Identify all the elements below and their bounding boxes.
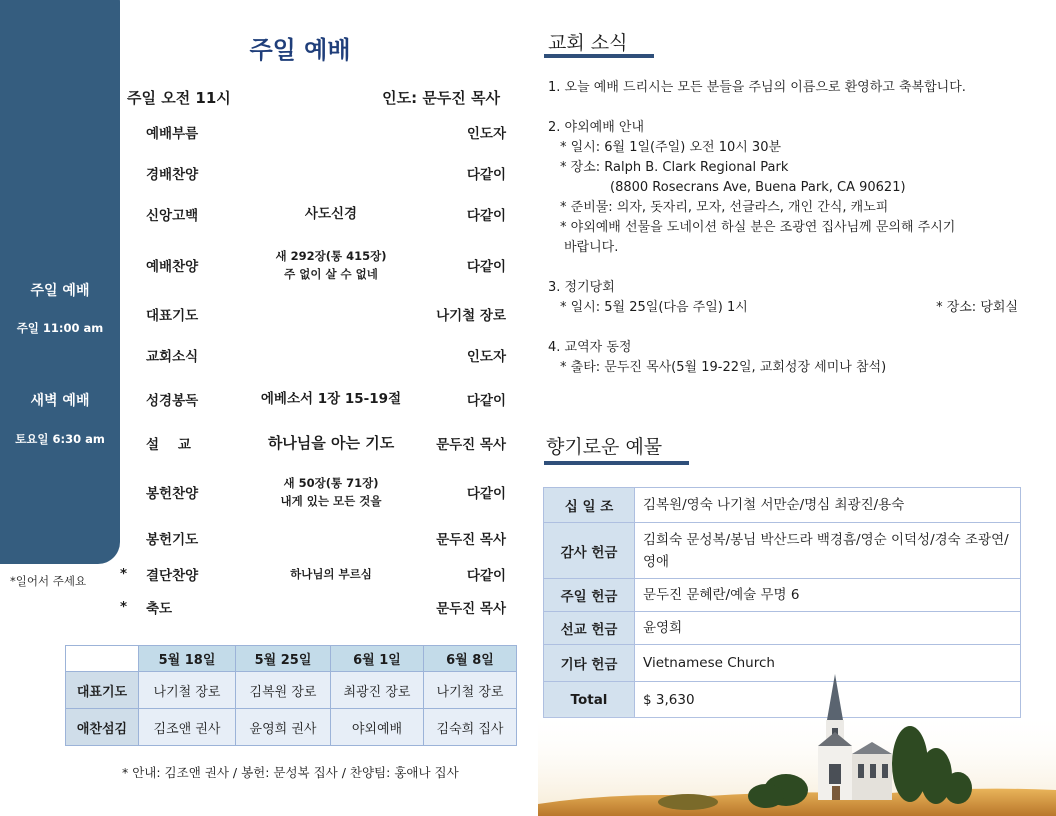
order-item-leader: 다같이 [466,486,506,502]
order-row [146,299,506,329]
table-row [66,709,517,746]
news-item-4-title: 4. 교역자 동정 [548,340,632,355]
offering-title-underline [544,461,689,465]
order-item-leader: 나기철 장로 [436,308,506,324]
news-item-2-date: * 일시: 6월 1일(주일) 오전 10시 30분 [560,140,782,155]
stand-note: *일어서 주세요 [10,574,87,588]
schedule-date: 5월 25일 [236,646,331,672]
schedule-corner-cell [66,646,139,672]
schedule-row-label: 애찬섬김 [66,709,139,746]
schedule-cell: 김조앤 권사 [139,709,236,746]
news-item-2-gift-cont: 바랍니다. [564,240,619,255]
order-item-leader: 문두진 목사 [436,601,506,617]
schedule-cell: 윤영희 권사 [236,709,331,746]
hymn-number: 새 292장(통 415장) [275,249,387,263]
order-item-leader: 문두진 목사 [436,532,506,548]
order-item-name: 봉헌찬양 [146,486,199,502]
hymn-title: 내게 있는 모든 것을 [280,494,382,508]
order-row [146,117,506,147]
schedule-cell: 야외예배 [331,709,424,746]
stand-marker: * [120,599,128,615]
order-item-detail: 하나님의 부르심 [290,567,372,581]
order-item-name: 대표기도 [146,308,199,324]
order-row [120,559,506,589]
order-row [146,384,506,414]
order-item-name: 축도 [146,601,173,617]
order-item-leader: 인도자 [466,126,506,142]
offering-value: $ 3,630 [635,682,1021,718]
offering-label: Total [544,682,635,718]
order-item-name: 결단찬양 [146,568,199,584]
hymn-title: 주 없이 살 수 없네 [284,267,378,281]
offering-label: 십 일 조 [544,488,635,523]
dawn-service-label: 새벽 예배 [30,393,90,409]
offering-label: 선교 헌금 [544,612,635,645]
order-item-leader: 다같이 [466,259,506,275]
news-item-3-place: * 장소: 당회실 [936,300,1018,315]
schedule-cell: 김숙희 집사 [424,709,517,746]
dawn-service-time: 토요일 6:30 am [15,432,105,446]
news-item-3-title: 3. 정기당회 [548,280,615,295]
order-item-name: 예배부름 [146,126,199,142]
schedule-cell: 나기철 장로 [139,672,236,709]
news-list [548,78,1038,378]
news-title: 교회 소식 [548,32,628,54]
table-row [544,612,1021,645]
order-item-name: 교회소식 [146,349,199,365]
hymn-number: 새 50장(통 71장) [283,476,379,490]
schedule-date: 6월 1일 [331,646,424,672]
order-item-leader: 인도자 [466,349,506,365]
stand-marker: * [120,566,128,582]
news-item-2-place: * 장소: Ralph B. Clark Regional Park [560,160,789,175]
order-item-detail: 하나님을 아는 기도 [267,434,395,452]
news-item-2-address: (8800 Rosecrans Ave, Buena Park, CA 90621) [610,180,906,195]
table-row [544,488,1021,523]
order-row [146,470,506,514]
schedule-date: 5월 18일 [139,646,236,672]
table-row [66,672,517,709]
worship-time: 주일 오전 11시 [127,89,231,107]
offering-label: 기타 헌금 [544,645,635,682]
schedule-cell: 김복원 장로 [236,672,331,709]
news-item-2-gift: * 야외예배 선물을 도네이션 하실 분은 조광연 집사님께 문의해 주시기 [560,220,956,235]
schedule-row-label: 대표기도 [66,672,139,709]
offering-title: 향기로운 예물 [546,436,663,458]
offering-value: 윤영희 [635,612,1021,645]
order-row [146,523,506,553]
service-schedule-table [65,645,517,746]
order-item-detail [236,247,426,283]
schedule-note: * 안내: 김조앤 권사 / 봉헌: 문성복 집사 / 찬양팀: 홍애나 집사 [122,765,459,780]
schedule-cell: 최광진 장로 [331,672,424,709]
order-item-name: 성경봉독 [146,393,199,409]
order-row [146,428,506,458]
news-item-2-prep: * 준비물: 의자, 돗자리, 모자, 선글라스, 개인 간식, 캐노피 [560,200,889,215]
news-item-1: 1. 오늘 예배 드리시는 모든 분들을 주님의 이름으로 환영하고 축복합니다. [548,80,966,95]
table-row [544,579,1021,612]
order-item-detail [236,474,426,510]
news-item-3-date: * 일시: 5월 25일(다음 주일) 1시 [560,300,748,315]
church-illustration [538,672,1056,816]
schedule-cell: 나기철 장로 [424,672,517,709]
worship-leader: 인도: 문두진 목사 [382,89,500,107]
order-item-leader: 다같이 [466,568,506,584]
sunday-service-time: 주일 11:00 am [16,321,104,335]
order-row [146,340,506,370]
order-row [146,199,506,229]
order-item-leader: 문두진 목사 [436,437,506,453]
sunday-service-label: 주일 예배 [30,283,90,299]
order-item-leader: 다같이 [466,393,506,409]
worship-title: 주일 예배 [249,36,351,64]
schedule-date: 6월 8일 [424,646,517,672]
order-item-detail: 사도신경 [304,206,358,222]
order-item-detail: 에베소서 1장 15-19절 [260,391,402,407]
news-item-2-title: 2. 야외예배 안내 [548,120,645,135]
order-row [120,592,506,622]
order-item-name: 예배찬양 [146,259,199,275]
order-row [146,243,506,287]
order-item-name: 설 교 [146,437,191,453]
order-row [146,158,506,188]
order-item-name: 봉헌기도 [146,532,199,548]
news-item-4-detail: * 출타: 문두진 목사(5월 19-22일, 교회성장 세미나 참석) [560,360,887,375]
offering-value: 문두진 문혜란/예술 무명 6 [635,579,1021,612]
table-row [544,523,1021,579]
news-title-underline [544,54,654,58]
order-item-name: 신앙고백 [146,208,199,224]
offering-label: 주일 헌금 [544,579,635,612]
offering-value: 김복원/영숙 나기철 서만순/명심 최광진/용숙 [635,488,1021,523]
schedule-header-row [66,646,517,672]
offering-value: 김희숙 문성복/봉님 박산드라 백경흠/영순 이덕성/경숙 조광연/영애 [635,523,1021,579]
order-item-leader: 다같이 [466,208,506,224]
order-item-leader: 다같이 [466,167,506,183]
news-item-3-detail [548,298,1038,318]
order-item-name: 경배찬양 [146,167,199,183]
offering-value: Vietnamese Church [635,645,1021,682]
offering-label: 감사 헌금 [544,523,635,579]
